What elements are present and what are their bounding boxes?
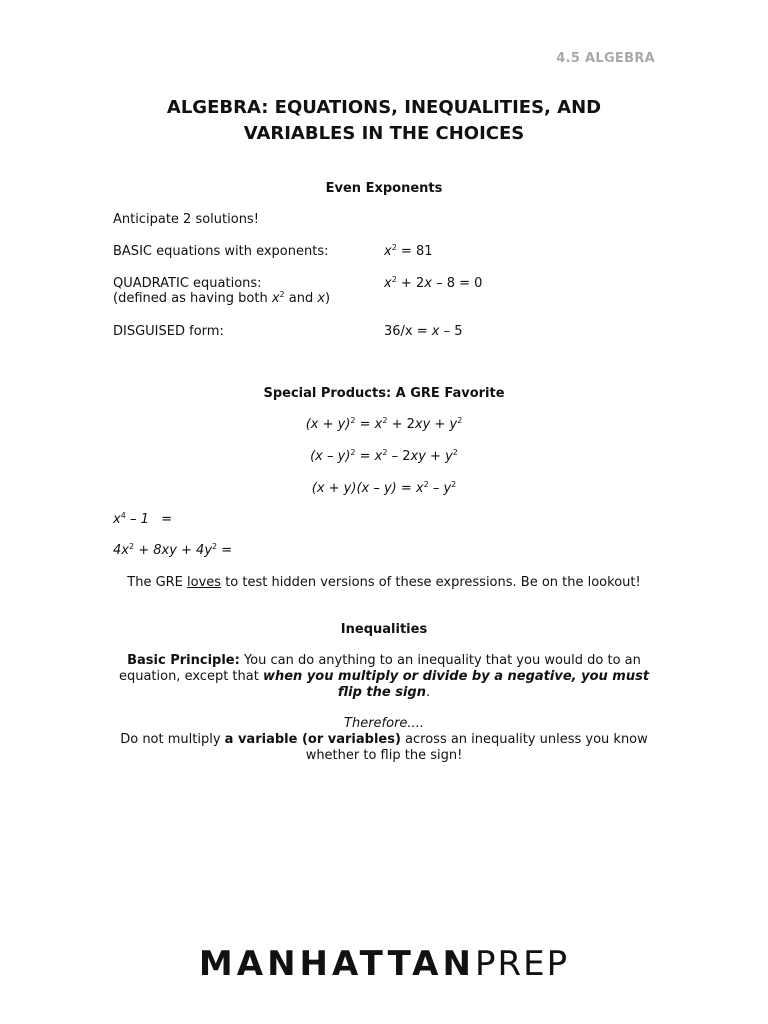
logo-bold: MANHATTAN [198,944,475,984]
disguised-expr-a: 36/x = [384,324,432,339]
section-tag: 4.5 ALGEBRA [556,51,655,66]
lookout-suffix: to test hidden versions of these expressions. Be on the lookout! [221,575,641,590]
disguised-label: DISGUISED form: [113,324,224,339]
practice-1: $x^4 - 1$ = [113,511,173,527]
identity-square-sum: $(x + y)^2 = x^2 + 2xy + y^2$ [305,416,463,432]
identity-square-diff: $(x - y)^2 = x^2 - 2xy + y^2$ [310,448,458,464]
lookout-text [0,575,768,590]
basic-expression: $x^2 = 81$ [384,243,433,259]
title-line-1: ALGEBRA: EQUATIONS, INEQUALITIES, AND [166,97,602,118]
practice-2: $4x^2 + 8xy + 4y^2$ = [113,542,233,558]
donot-emph: a variable (or variables) [224,732,401,747]
practice-1-equals: = [161,512,173,527]
lookout-prefix: The GRE [127,575,188,590]
special-products-heading: Special Products: A GRE Favorite [263,386,505,401]
disguised-expression: 36/x = x – 5 [384,324,463,339]
title-line-2: VARIABLES IN THE CHOICES [243,123,525,144]
identity-diff-squares: $(x + y)(x - y) = x^2 - y^2$ [311,480,457,496]
therefore-emph: Therefore.... [344,716,424,731]
basic-principle [110,653,658,701]
quadratic-label: QUADRATIC equations: [113,276,262,291]
even-exponents-heading: Even Exponents [325,181,443,196]
page-title [0,95,768,147]
quadratic-sub-and: and [284,291,318,306]
lookout-emph: loves [187,575,222,590]
anticipate-text: Anticipate 2 solutions! [113,212,259,227]
principle-label: Basic Principle: [127,653,240,668]
basic-label: BASIC equations with exponents: [113,244,329,259]
quadratic-sub-prefix: (defined as having both [113,291,272,306]
donot-suffix: across an inequality unless you know whether to flip the sign! [305,732,648,763]
disguised-expr-b: – 5 [439,324,463,339]
principle-end: . [425,685,431,700]
quadratic-expression: $x^2 + 2x - 8 = 0$ [384,275,483,291]
principle-emph: when you multiply or divide by a negative, you must flip the sign [262,669,650,700]
inequalities-heading: Inequalities [340,622,428,637]
quadratic-sub: (defined as having both $x^2$ and x) [113,290,331,306]
principle-text: You can do anything to an inequality that you would do to an equation, except that [118,653,641,684]
manhattan-prep-logo [0,944,768,984]
therefore-text [0,716,768,731]
practice-2-equals: = [221,543,233,558]
donot-prefix: Do not multiply [120,732,225,747]
do-not-multiply [110,732,658,764]
logo-thin: PREP [474,944,570,984]
